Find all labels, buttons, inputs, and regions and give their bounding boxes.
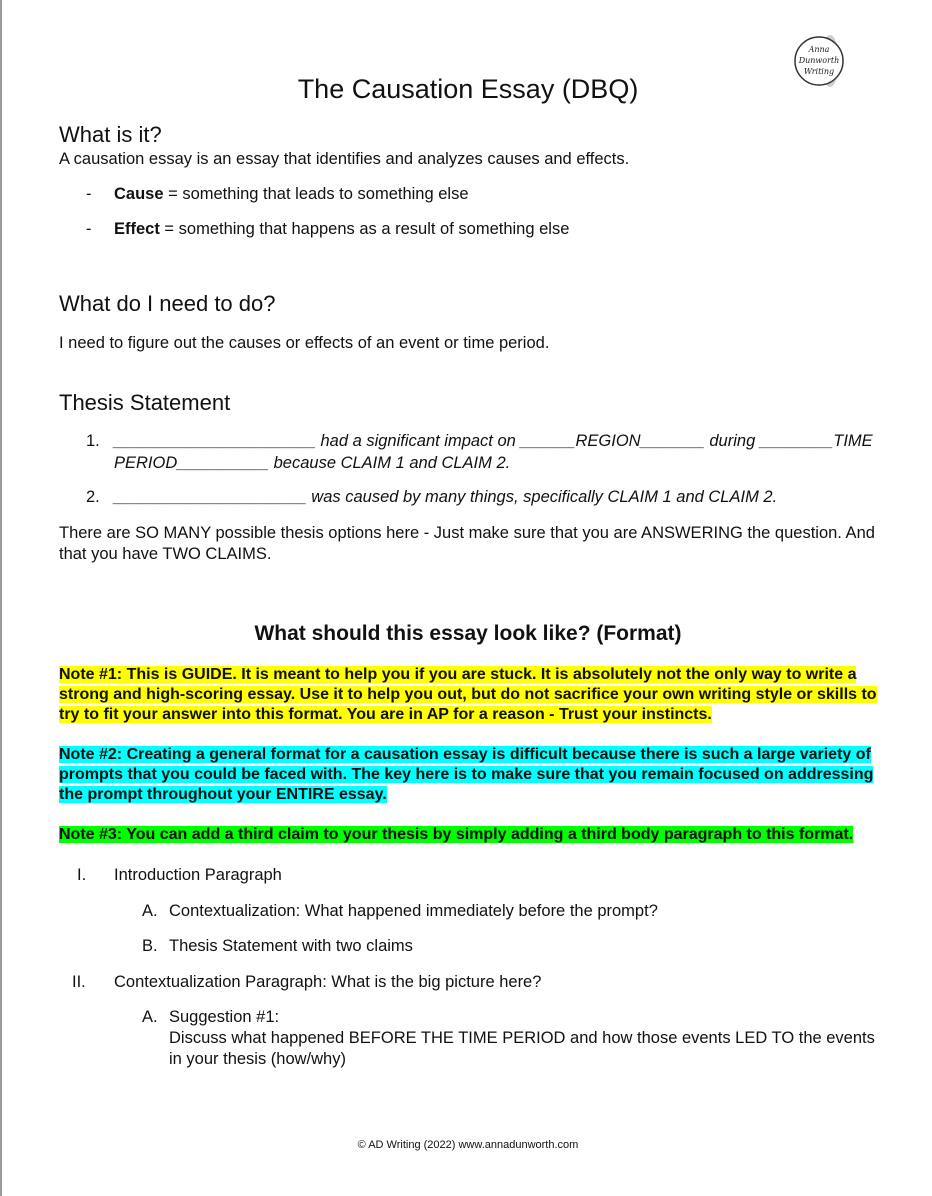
bullet-cause: - Cause = something that leads to something else [86, 185, 469, 203]
thesis-note-line: that you have TWO CLAIMS. [59, 545, 272, 563]
bullet-definition: = something that happens as a result of something else [159, 220, 570, 238]
outline-text: Contextualization: What happened immediately before the prompt? [169, 902, 658, 920]
heading-format: What should this essay look like? (Format) [254, 622, 682, 645]
note-1 [59, 665, 889, 725]
note-text: Note #2: Creating a general format for a causation essay is difficult because there is such a large variety of prompts that you could be faced with. The key here is to make sure that you remain focused on addressing the prompt throughout your ENTIRE essay. [59, 746, 874, 803]
list-number: 2. [86, 488, 100, 506]
note-text: Note #1: This is GUIDE. It is meant to help you if you are stuck. It is absolutely not the only way to write a strong and high-scoring essay. Use it to help you out, but do not sacrifice your own writing style or skills to try to fit your answer into this format. You are in AP for a reason - Trust your instincts. [59, 666, 877, 723]
thesis-note [59, 523, 889, 565]
svg-text:Writing: Writing [803, 67, 835, 76]
note-3 [59, 825, 889, 845]
outline-marker: II. [72, 973, 86, 991]
what-to-do-text: I need to figure out the causes or effects of an event or time period. [59, 334, 550, 352]
outline-text: in your thesis (how/why) [169, 1050, 346, 1068]
outline-text: Introduction Paragraph [114, 866, 282, 884]
page-title: The Causation Essay (DBQ) [297, 74, 639, 104]
thesis-note-line: There are SO MANY possible thesis options here - Just make sure that you are ANSWERING the question. And [59, 524, 875, 542]
outline-text: Thesis Statement with two claims [169, 937, 413, 955]
outline-text: Discuss what happened BEFORE THE TIME PERIOD and how those events LED TO the events [169, 1029, 875, 1047]
footer-copyright: © AD Writing (2022) www.annadunworth.com [357, 1139, 579, 1151]
svg-text:Dunworth: Dunworth [798, 56, 840, 65]
list-number: 1. [86, 432, 100, 450]
bullet-definition: = something that leads to something else [163, 185, 469, 203]
bullet-term: Effect [114, 220, 160, 238]
heading-thesis: Thesis Statement [59, 390, 231, 415]
outline-text: Contextualization Paragraph: What is the big picture here? [114, 973, 542, 991]
outline-marker: A. [142, 1008, 158, 1026]
note-2 [59, 745, 889, 805]
thesis-line: _____________________ was caused by many things, specifically CLAIM 1 and CLAIM 2. [114, 488, 778, 506]
outline-marker: I. [77, 866, 87, 884]
heading-what-to-do: What do I need to do? [59, 291, 276, 316]
svg-text:Anna: Anna [808, 45, 830, 54]
bullet-effect: - Effect = something that happens as a result of something else [86, 220, 570, 238]
outline-marker: B. [142, 937, 158, 955]
thesis-line: ______________________ had a significant impact on ______REGION_______ during ________TIME [114, 432, 873, 450]
note-text: Note #3: You can add a third claim to your thesis by simply adding a third body paragraph to this format. [59, 826, 854, 843]
outline-text: Suggestion #1: [169, 1008, 280, 1026]
heading-what-is-it: What is it? [59, 122, 162, 147]
bullet-term: Cause [114, 185, 164, 203]
what-is-it-intro: A causation essay is an essay that identifies and analyzes causes and effects. [59, 150, 630, 168]
outline-marker: A. [142, 902, 158, 920]
thesis-line: PERIOD__________ because CLAIM 1 and CLAIM 2. [114, 454, 511, 472]
